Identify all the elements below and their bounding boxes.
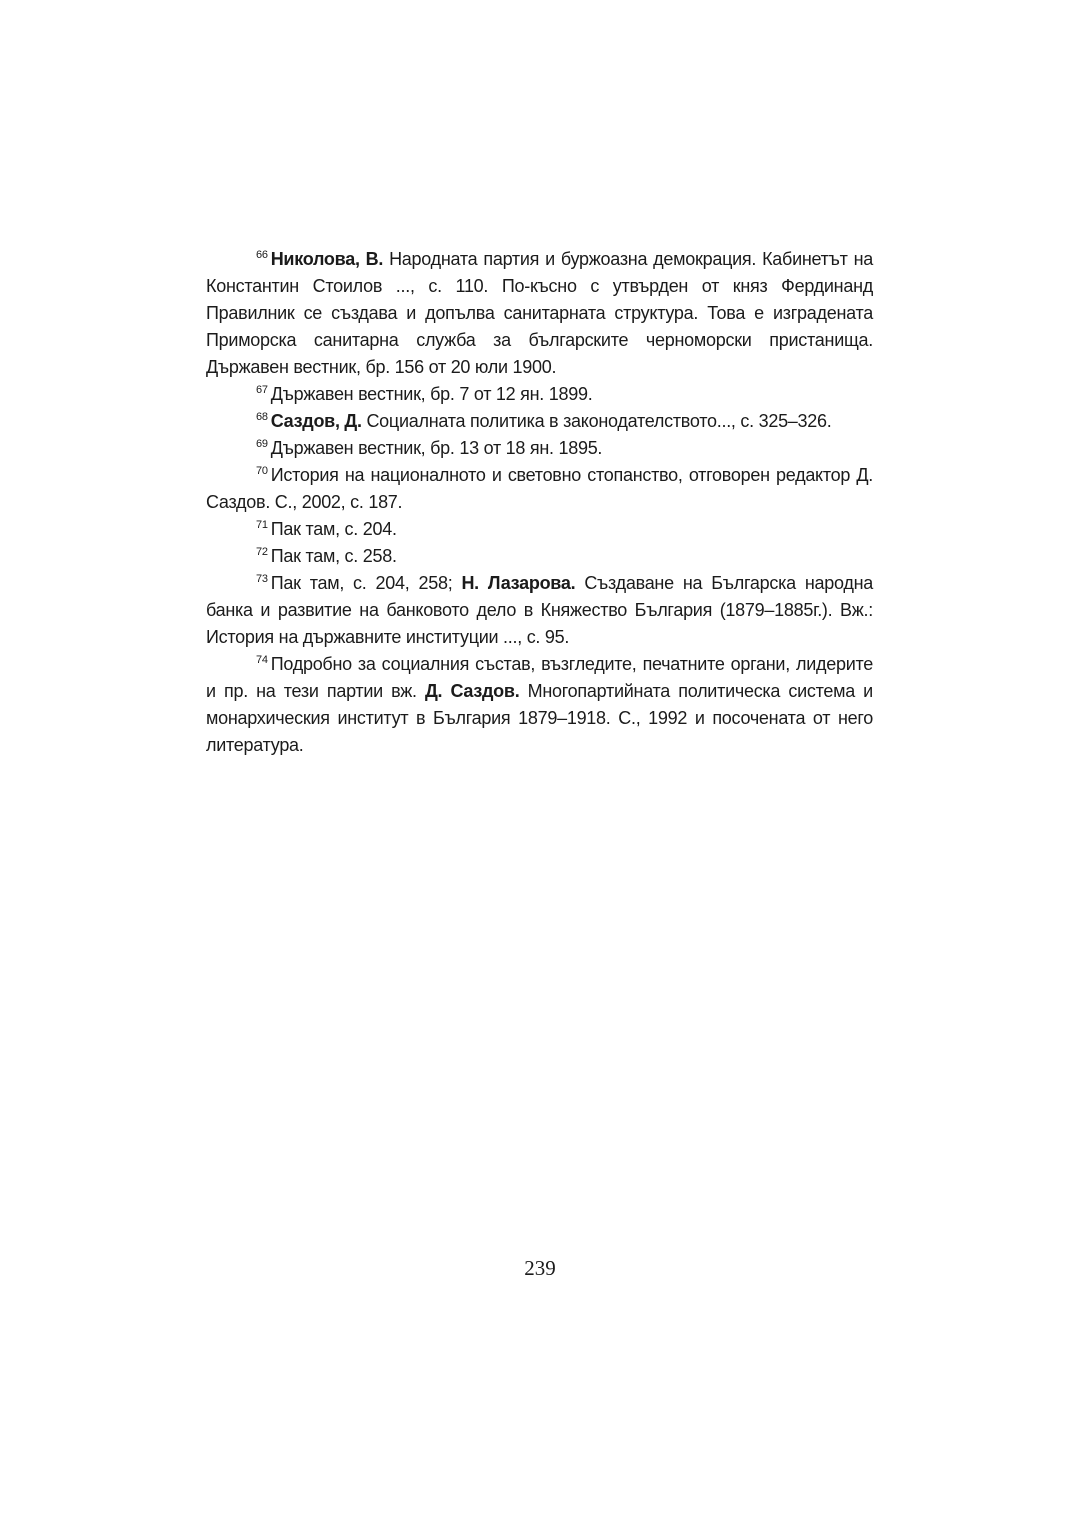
footnote-text: Социалната политика в законодателството..., с. 325–326. <box>366 411 832 431</box>
footnote-text: Пак там, с. 204, 258; <box>270 573 462 593</box>
footnote-73 <box>206 570 873 651</box>
footnote-author: Д. Саздов. <box>424 681 528 701</box>
footnote-text: Пак там, с. 258. <box>270 546 397 566</box>
footnote-author: Саздов, Д. <box>270 411 367 431</box>
footnote-69 <box>206 435 873 462</box>
footnote-author: Николова, В. <box>270 249 390 269</box>
footnote-71 <box>206 516 873 543</box>
footnote-67 <box>206 381 873 408</box>
footnote-66 <box>206 246 873 381</box>
footnote-marker: 70 <box>256 465 268 477</box>
footnote-text: Многопартийната политическа система и монархическия институт в България 1879–1918. С., 1992 и посочената от него литература. <box>206 681 873 755</box>
footnote-marker: 66 <box>256 249 268 261</box>
footnote-marker: 69 <box>256 438 268 450</box>
footnote-74 <box>206 651 873 759</box>
footnote-text: Създаване на Българска народна банка и развитие на банковото дело в Княжество България (1879–1885г.). Вж.: История на държавните институции ..., с. 95. <box>206 573 873 647</box>
footnote-marker: 68 <box>256 411 268 423</box>
footnote-author: Н. Лазарова. <box>461 573 585 593</box>
footnote-marker: 73 <box>256 573 268 585</box>
footnote-marker: 72 <box>256 546 268 558</box>
page-number: 239 <box>524 1256 556 1280</box>
footnote-68 <box>206 408 873 435</box>
footnote-text: Държавен вестник, бр. 13 от 18 ян. 1895. <box>270 438 603 458</box>
footnote-marker: 71 <box>256 519 268 531</box>
footnote-text: Народната партия и буржоазна демокрация. Кабинетът на Константин Стоилов ..., с. 110. По-късно с утвърден от княз Фердинанд Правилник се създава и допълва санитарната структура. Това е изградената Приморска санитарна служба за българските черноморски пристанища. Държавен вестник, бр. 156 от 20 юли 1900. <box>206 249 873 377</box>
footnote-text: Подробно за социалния състав, възгледите, печатните органи, лидерите и пр. на тези партии вж. <box>206 654 873 701</box>
footnote-text: Държавен вестник, бр. 7 от 12 ян. 1899. <box>270 384 593 404</box>
footnote-text: История на националното и световно стопанство, отговорен редактор Д. Саздов. С., 2002, с. 187. <box>206 465 873 512</box>
footnotes-section <box>206 246 873 759</box>
footnote-text: Пак там, с. 204. <box>270 519 397 539</box>
footnote-marker: 67 <box>256 384 268 396</box>
footnote-marker: 74 <box>256 654 268 666</box>
footnote-72 <box>206 543 873 570</box>
footnote-70 <box>206 462 873 516</box>
